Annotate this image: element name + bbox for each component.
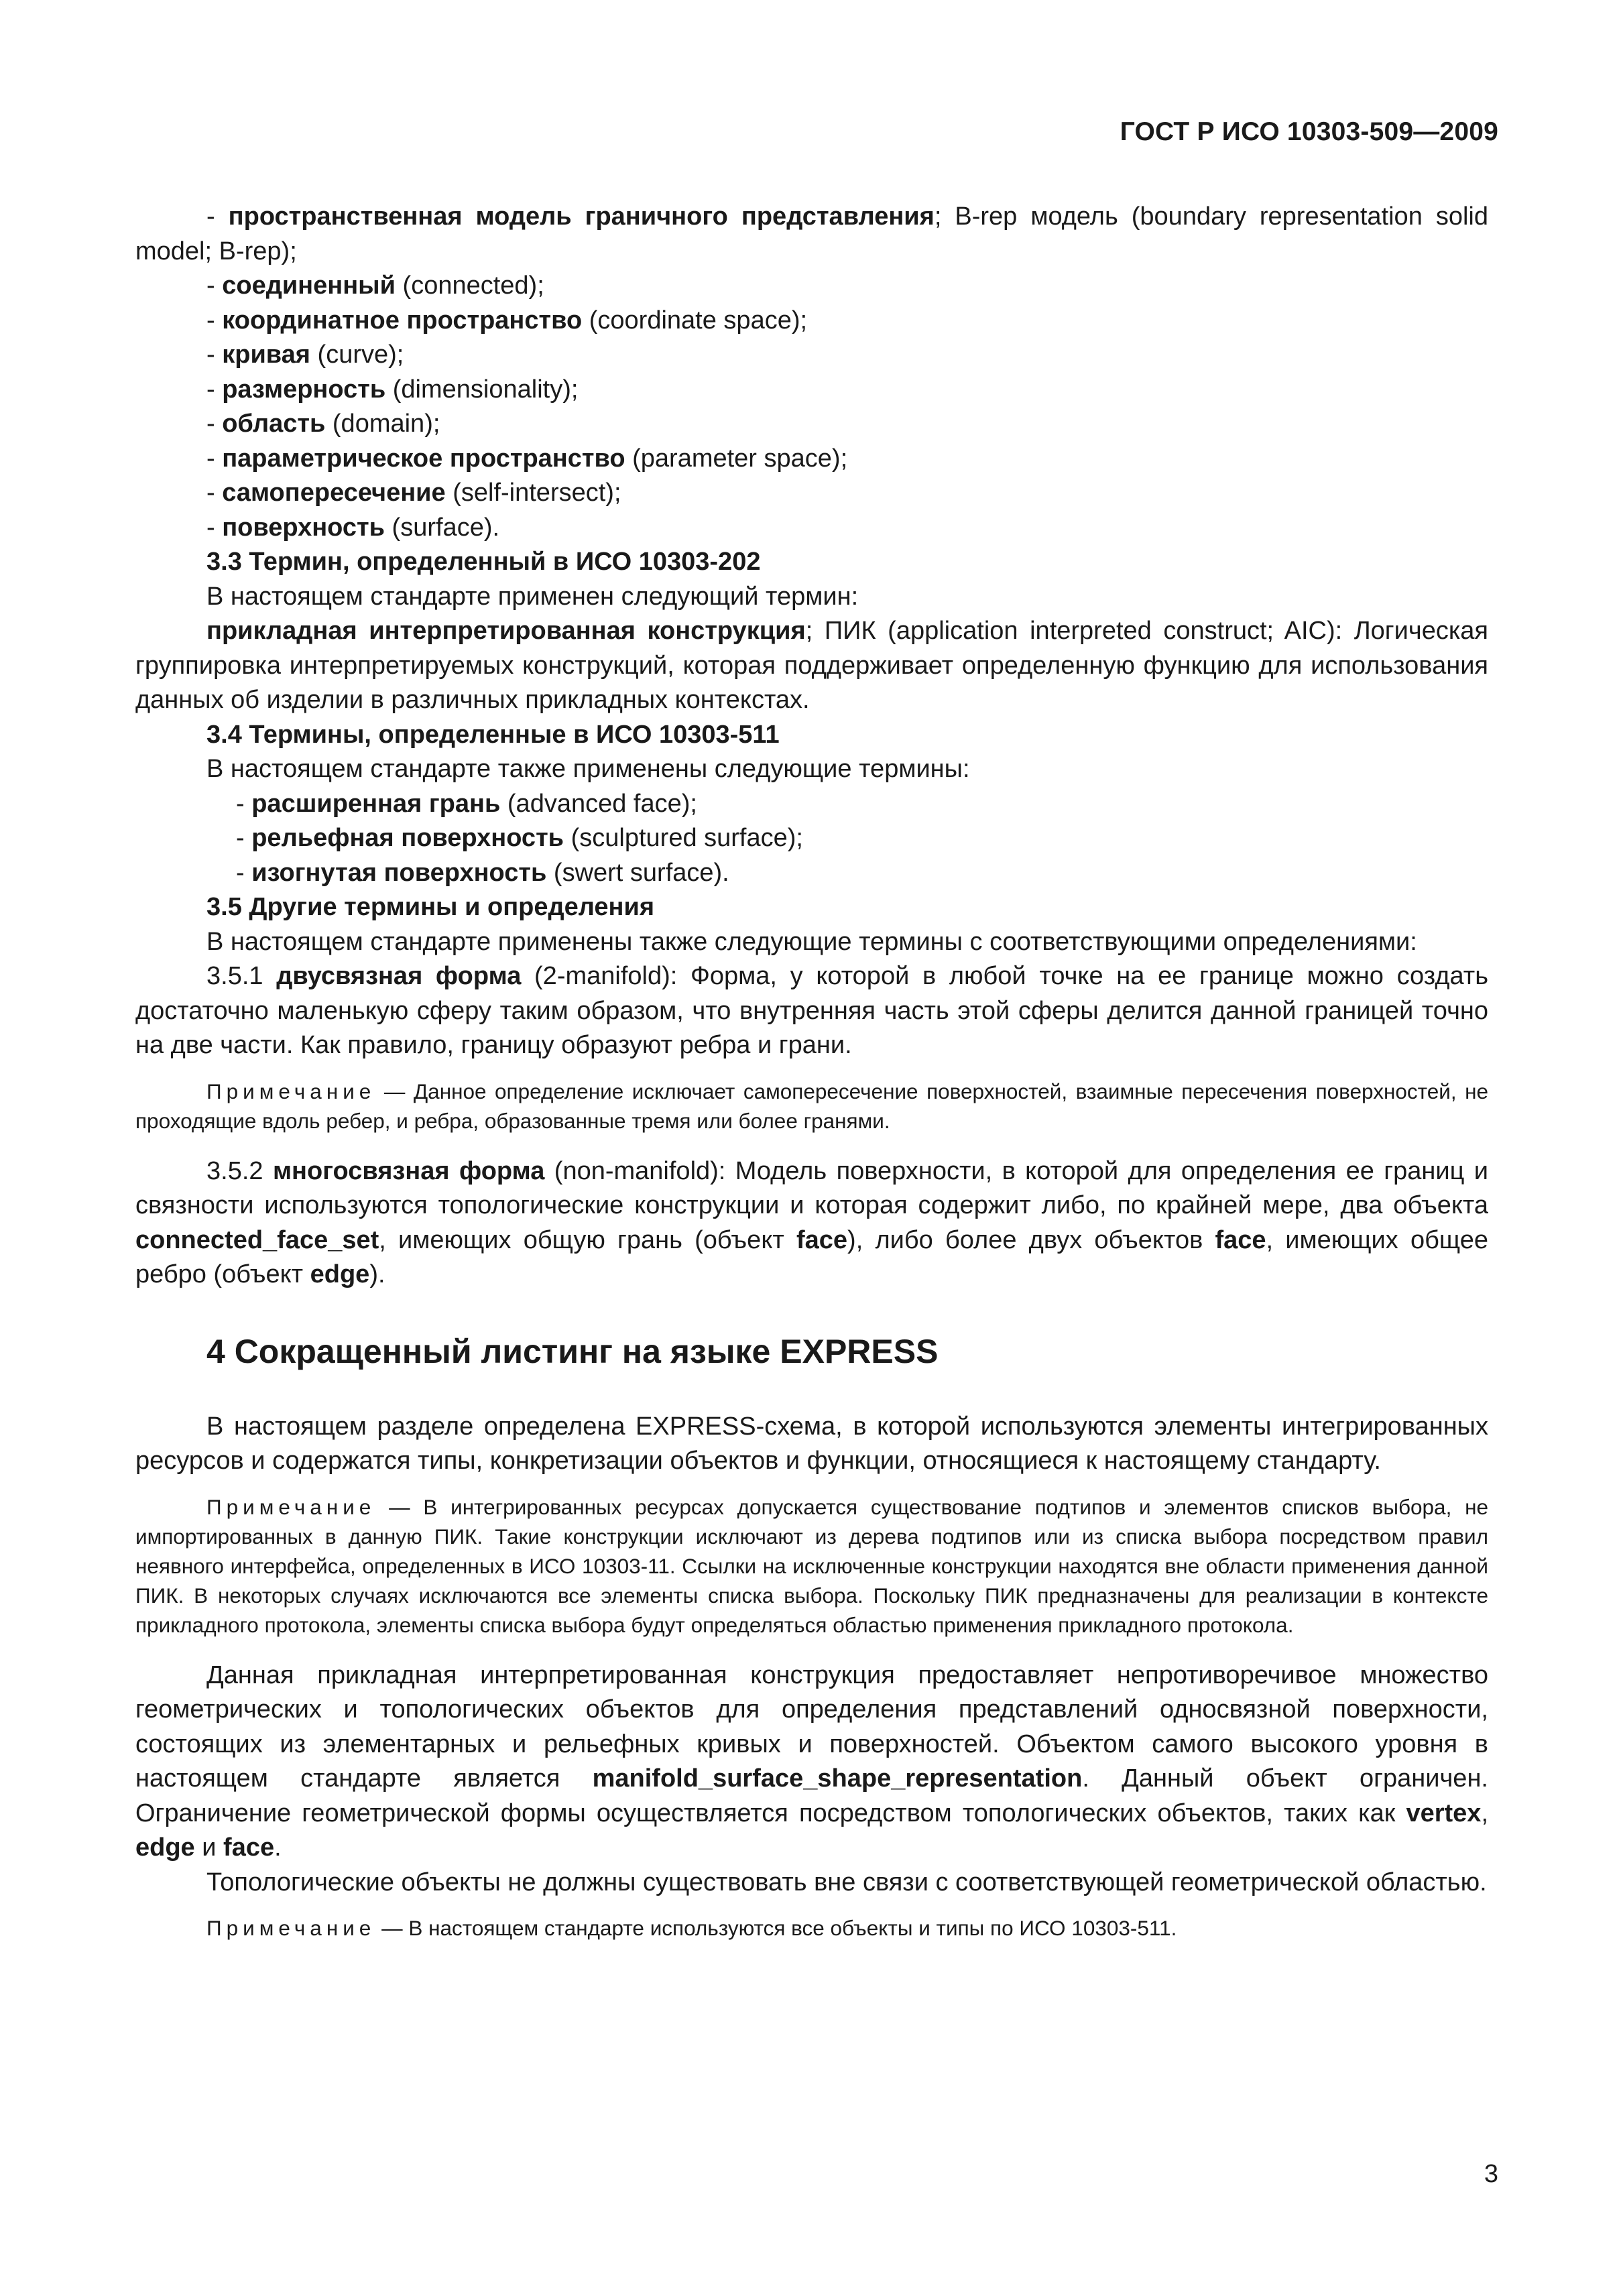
page-number: 3 xyxy=(1484,2160,1498,2188)
definition-3-5-2: 3.5.2 многосвязная форма (non-manifold): Модель поверхности, в которой для определения ее границ и связности используются топологические конструкции и которая содержит либо, по крайней мере, два объекта connected_face_set, имеющих общую грань (объект face), либо более двух объектов face, имеющих общее ребро (объект edge). xyxy=(135,1156,1488,1288)
section-3-5-intro: В настоящем стандарте применены также следующие термины с соответствующими определениями: xyxy=(206,927,1417,956)
term-item: - самопересечение (self-intersect); xyxy=(206,479,621,507)
page-content xyxy=(135,200,1488,1943)
term-item: - пространственная модель граничного представления; B-rep модель (boundary representation solid model; B-rep); xyxy=(135,202,1488,265)
section-3-3-heading: 3.3 Термин, определенный в ИСО 10303-202 xyxy=(206,548,761,576)
term-item: - кривая (curve); xyxy=(206,341,404,369)
term-item: - расширенная грань (advanced face); xyxy=(236,789,697,818)
section-3-3-intro: В настоящем стандарте применен следующий термин: xyxy=(206,582,859,611)
note: Примечание — В настоящем стандарте используются все объекты и типы по ИСО 10303-511. xyxy=(206,1916,1177,1940)
section-3-3-definition: прикладная интерпретированная конструкция; ПИК (application interpreted construct; AIC): Логическая группировка интерпретируемых конструкций, которая поддерживает определенную функцию для использования данных об изделии в различных прикладных контекстах. xyxy=(135,617,1488,714)
term-item: - координатное пространство (coordinate space); xyxy=(206,306,808,335)
document-id-header: ГОСТ Р ИСО 10303-509—2009 xyxy=(1120,117,1498,146)
term-item: - размерность (dimensionality); xyxy=(206,375,579,404)
section-3-4-heading: 3.4 Термины, определенные в ИСО 10303-511 xyxy=(206,720,780,749)
term-item: - область (domain); xyxy=(206,410,440,438)
definition-3-5-1: 3.5.1 двусвязная форма (2-manifold): Форма, у которой в любой точке на ее границе можно создать достаточно маленькую сферу таким образом, что внутренняя часть этой сферы делится данной границей точно на две части. Как правило, границу образуют ребра и грани. xyxy=(135,962,1488,1059)
section-4-paragraph: В настоящем разделе определена EXPRESS-схема, в которой используются элементы интегрированных ресурсов и содержатся типы, конкретизации объектов и функции, относящиеся к настоящему стандарту. xyxy=(135,1412,1488,1475)
term-item: - поверхность (surface). xyxy=(206,513,500,542)
section-4-paragraph: Топологические объекты не должны существовать вне связи с соответствующей геометрической областью. xyxy=(206,1868,1487,1896)
term-item: - параметрическое пространство (parameter space); xyxy=(206,444,848,473)
section-3-5-heading: 3.5 Другие термины и определения xyxy=(206,893,655,921)
note: Примечание — В интегрированных ресурсах допускается существование подтипов и элементов списков выбора, не импортированных в данную ПИК. Такие конструкции исключают из дерева подтипов или из списка выбора посредством правил неявного интерфейса, определенных в ИСО 10303-11. Ссылки на исключенные конструкции находятся вне области применения данной ПИК. В некоторых случаях исключаются все элементы списка выбора. Поскольку ПИК предназначены для реализации в контексте прикладного протокола, элементы списка выбора будут определяться областью применения прикладного протокола. xyxy=(135,1494,1488,1637)
term-item: - изогнутая поверхность (swert surface). xyxy=(236,858,729,887)
section-4-paragraph: Данная прикладная интерпретированная конструкция предоставляет непротиворечивое множество геометрических и топологических объектов для определения представлений односвязной поверхности, состоящих из элементарных и рельефных кривых и поверхностей. Объектом самого высокого уровня в настоящем стандарте является manifold_surface_shape_representation. Данный объект ограничен. Ограничение геометрической формы осуществляется посредством топологических объектов, таких как vertex, edge и face. xyxy=(135,1660,1488,1862)
section-3-4-intro: В настоящем стандарте также применены следующие термины: xyxy=(206,755,970,783)
section-4-heading: 4 Сокращенный листинг на языке EXPRESS xyxy=(206,1332,939,1370)
term-item: - соединенный (connected); xyxy=(206,271,544,300)
note: Примечание — Данное определение исключает самопересечение поверхностей, взаимные пересечения поверхностей, не проходящие вдоль ребер, и ребра, образованные тремя или более гранями. xyxy=(135,1079,1488,1133)
term-item: - рельефная поверхность (sculptured surface); xyxy=(236,824,803,852)
